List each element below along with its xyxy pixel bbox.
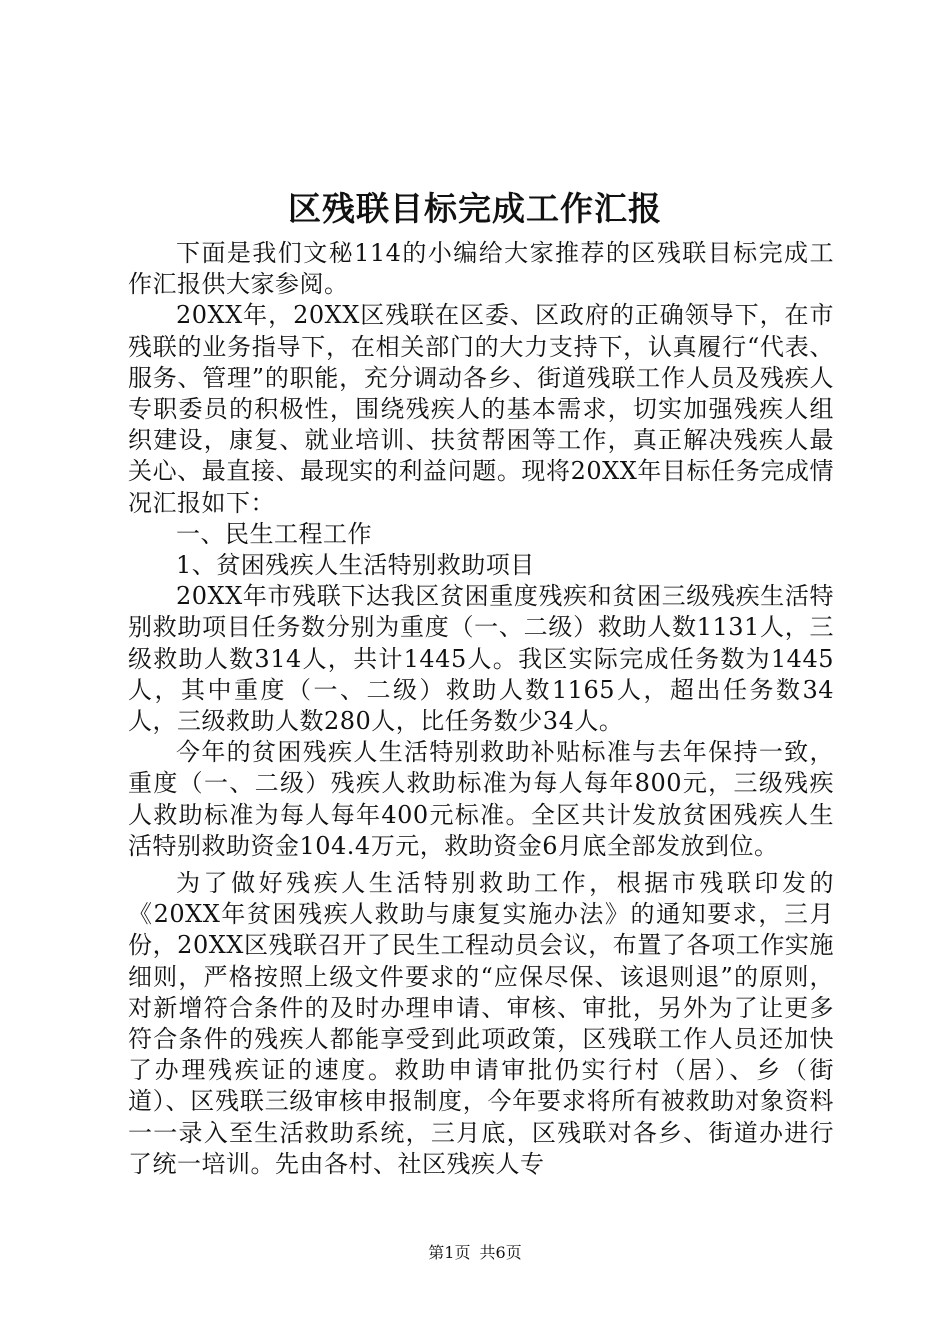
paragraph-relief-process: 为了做好残疾人生活特别救助工作，根据市残联印发的《20XX年贫困残疾人救助与康复实施办法》的通知要求，三月份，20XX区残联召开了民生工程动员会议，布置了各项工作实施细则，严格按照上级文件要求的“应保尽保、该退则退”的原则，对新增符合条件的及时办理申请、审核、审批，另外为了让更多符合条件的残疾人都能享受到此项政策，区残联工作人员还加快了办理残疾证的速度。救助申请审批仍实行村（居）、乡（街道）、区残联三级审核申报制度，今年要求将所有被救助对象资料一一录入至生活救助系统，三月底，区残联对各乡、街道办进行了统一培训。先由各村、社区残疾人专 [128, 869, 834, 1178]
paragraph-overview: 20XX年，20XX区残联在区委、区政府的正确领导下，在市残联的业务指导下，在相关部门的大力支持下，认真履行“代表、服务、管理”的职能，充分调动各乡、街道残联工作人员及残疾人专职委员的积极性，围绕残疾人的基本需求，切实加强残疾人组织建设，康复、就业培训、扶贫帮困等工作，真正解决残疾人最关心、最直接、最现实的利益问题。现将20XX年目标任务完成情况汇报如下： [128, 301, 834, 517]
subsection-heading-relief: 1、贫困残疾人生活特别救助项目 [176, 551, 535, 580]
document-body [128, 238, 834, 1180]
page-footer: 第1页 共6页 [428, 1243, 522, 1262]
paragraph-intro: 下面是我们文秘114的小编给大家推荐的区残联目标完成工作汇报供大家参阅。 [128, 239, 834, 299]
document-title: 区残联目标完成工作汇报 [288, 189, 662, 228]
section-heading-livelihood: 一、民生工程工作 [176, 519, 372, 548]
paragraph-relief-tasks: 20XX年市残联下达我区贫困重度残疾和贫困三级残疾生活特别救助项目任务数分别为重度（一、二级）救助人数1131人，三级救助人数314人，共计1445人。我区实际完成任务数为1445人，其中重度（一、二级）救助人数1165人，超出任务数34人，三级救助人数280人，比任务数少34人。 [128, 582, 834, 736]
paragraph-relief-standard: 今年的贫困残疾人生活特别救助补贴标准与去年保持一致，重度（一、二级）残疾人救助标准为每人每年800元，三级残疾人救助标准为每人每年400元标准。全区共计发放贫困残疾人生活特别救助资金104.4万元，救助资金6月底全部发放到位。 [128, 738, 834, 860]
